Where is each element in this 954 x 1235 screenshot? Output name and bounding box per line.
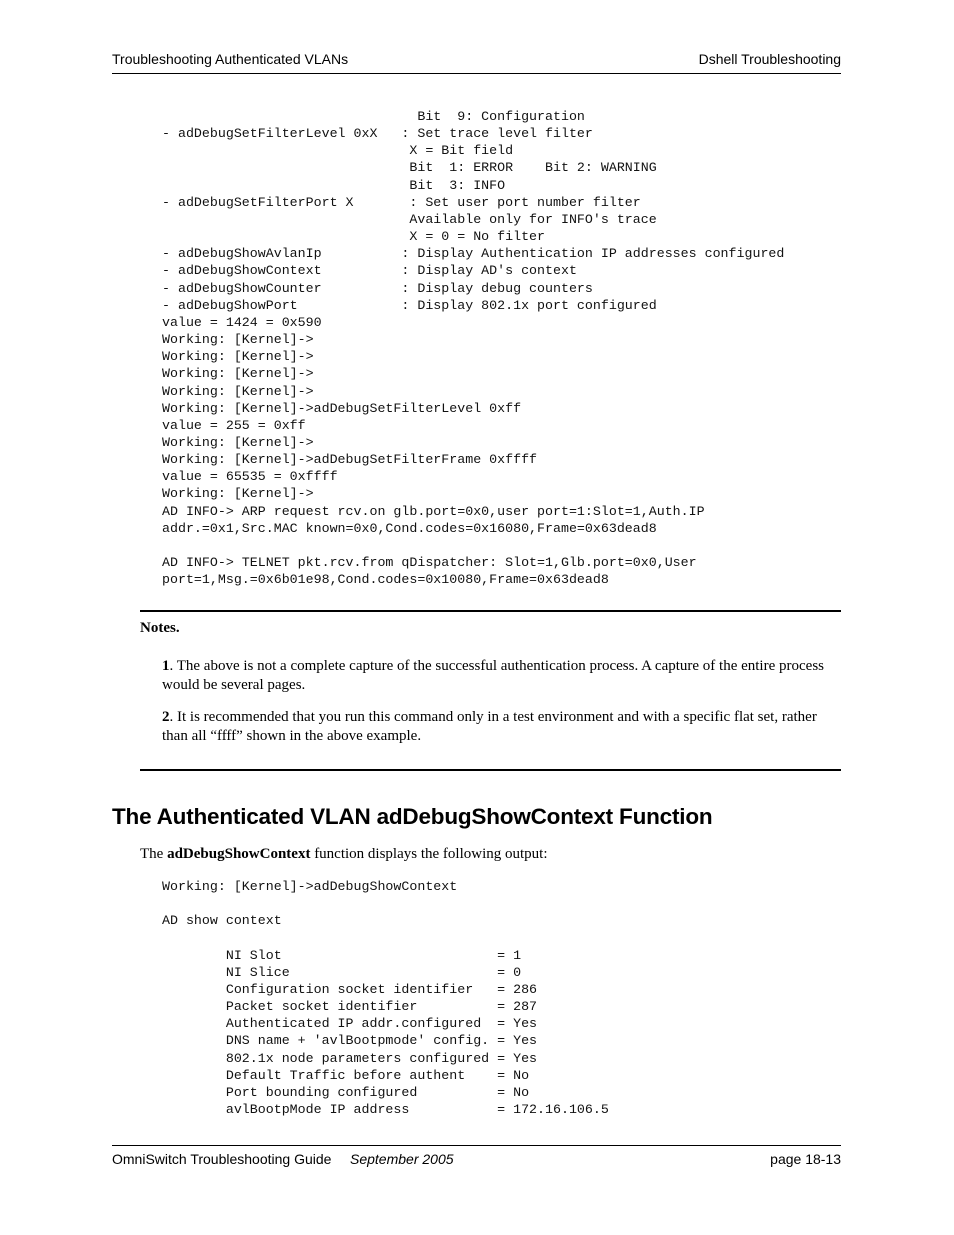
footer-page-number: page 18-13: [770, 1151, 841, 1167]
note-number: 1: [162, 658, 170, 674]
code-line: - adDebugShowAvlanIp : Display Authentication IP addresses configured: [162, 246, 785, 262]
intro-function-name: adDebugShowContext: [167, 846, 311, 862]
code-line: port=1,Msg.=0x6b01e98,Cond.codes=0x10080,Frame=0x63dead8: [162, 572, 609, 588]
code-line: Working: [Kernel]->: [162, 434, 314, 450]
note-item-2: [162, 708, 842, 746]
note-text: . It is recommended that you run this command only in a test environment and with a specific flat set, rather than all “ffff” shown in the above example.: [162, 709, 817, 744]
code-line: Available only for INFO's trace: [409, 211, 657, 227]
notes-top-rule: [140, 610, 841, 612]
code-line: - adDebugShowCounter : Display debug counters: [162, 280, 593, 296]
intro-prefix: The: [140, 846, 168, 862]
note-text: . The above is not a complete capture of the successful authentication process. A capture of the entire process would be several pages.: [162, 658, 824, 693]
code-line: Working: [Kernel]->adDebugShowContext: [162, 879, 458, 894]
code-line: - adDebugSetFilterLevel 0xX : Set trace level filter: [162, 126, 593, 142]
code-line: - adDebugShowContext : Display AD's context: [162, 263, 577, 279]
intro-suffix: function displays the following output:: [310, 846, 548, 862]
code-line: AD INFO-> TELNET pkt.rcv.from qDispatcher: Slot=1,Glb.port=0x0,User: [162, 555, 697, 571]
code-line: Working: [Kernel]->adDebugSetFilterFrame 0xffff: [162, 452, 538, 468]
code-line: Working: [Kernel]->: [162, 349, 314, 365]
code-block-debug-output: [162, 108, 784, 588]
note-number: 2: [162, 709, 170, 725]
code-line: AD INFO-> ARP request rcv.on glb.port=0x0,user port=1:Slot=1,Auth.IP: [162, 503, 705, 519]
header-section-title: Dshell Troubleshooting: [698, 51, 841, 67]
code-line: Authenticated IP addr.configured = Yes: [225, 1016, 538, 1032]
code-line: Default Traffic before authent = No: [225, 1067, 530, 1083]
code-line: DNS name + 'avlBootpmode' config. = Yes: [225, 1033, 538, 1049]
code-line: value = 255 = 0xff: [162, 417, 306, 433]
code-line: Bit 1: ERROR Bit 2: WARNING: [409, 160, 657, 176]
notes-title: Notes.: [140, 620, 180, 636]
footer-rule: [112, 1145, 841, 1146]
code-line: avlBootpMode IP address = 172.16.106.5: [162, 1102, 609, 1118]
code-line: Configuration socket identifier = 286: [225, 981, 538, 997]
code-block-show-context: [162, 878, 609, 1118]
code-line: Working: [Kernel]->: [162, 366, 314, 382]
code-line: Bit 3: INFO: [409, 177, 506, 193]
code-line: NI Slot = 1: [225, 947, 522, 963]
code-line: Packet socket identifier = 287: [225, 999, 538, 1015]
code-line: Working: [Kernel]->: [162, 383, 314, 399]
section-intro: [140, 846, 548, 863]
code-line: X = Bit field: [409, 143, 514, 159]
section-heading: The Authenticated VLAN adDebugShowContext Function: [112, 804, 713, 829]
code-line: NI Slice = 0: [225, 964, 522, 980]
code-line: - adDebugSetFilterPort X : Set user port number filter: [162, 194, 641, 210]
code-line: Working: [Kernel]->adDebugSetFilterLevel 0xff: [162, 400, 522, 416]
code-line: value = 1424 = 0x590: [162, 314, 322, 330]
code-line: X = 0 = No filter: [409, 229, 546, 245]
code-line: Working: [Kernel]->: [162, 486, 314, 502]
code-line: AD show context: [162, 913, 282, 929]
code-line: value = 65535 = 0xffff: [162, 469, 338, 485]
header-chapter-title: Troubleshooting Authenticated VLANs: [112, 51, 349, 67]
code-line: - adDebugShowPort : Display 802.1x port configured: [162, 297, 657, 313]
header-rule: [112, 73, 841, 74]
notes-bottom-rule: [140, 769, 841, 771]
code-line: Port bounding configured = No: [225, 1084, 530, 1100]
code-line: 802.1x node parameters configured = Yes: [225, 1050, 538, 1066]
code-line: addr.=0x1,Src.MAC known=0x0,Cond.codes=0x16080,Frame=0x63dead8: [162, 520, 657, 536]
footer-date: September 2005: [350, 1151, 454, 1167]
code-line: Bit 9: Configuration: [417, 109, 585, 124]
code-line: Working: [Kernel]->: [162, 332, 314, 348]
footer-guide-title: OmniSwitch Troubleshooting Guide: [112, 1151, 332, 1167]
note-item-1: [162, 657, 842, 695]
